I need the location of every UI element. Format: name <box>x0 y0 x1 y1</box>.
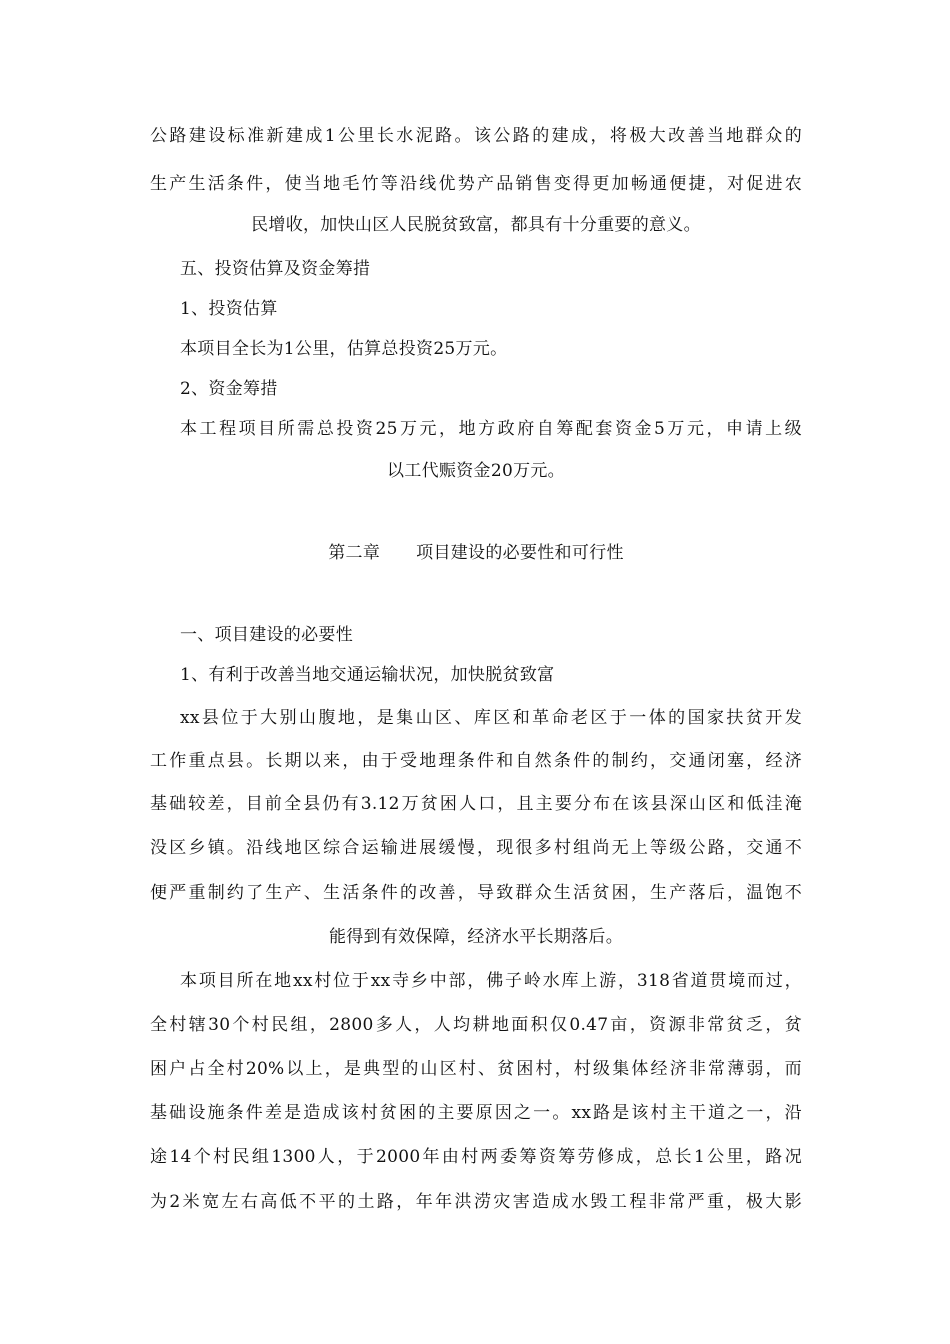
paragraph-line: 本项目全长为1公里，估算总投资25万元。 <box>180 339 508 359</box>
paragraph-line: 以工代赈资金20万元。 <box>387 461 565 481</box>
paragraph-line: 生产生活条件，使当地毛竹等沿线优势产品销售变得更加畅通便捷，对促进农 <box>150 174 802 194</box>
section-heading-investment: 五、投资估算及资金筹措 <box>180 259 371 279</box>
paragraph-line: 工作重点县。长期以来，由于受地理条件和自然条件的制约，交通闭塞，经济 <box>150 751 802 771</box>
paragraph-line: 基础较差，目前全县仍有3.12万贫困人口，且主要分布在该县深山区和低洼淹 <box>150 794 802 814</box>
paragraph-line: 基础设施条件差是造成该村贫困的主要原因之一。xx路是该村主干道之一，沿 <box>150 1103 802 1123</box>
chapter-number: 第二章 <box>328 543 381 563</box>
section-heading-necessity: 一、项目建设的必要性 <box>180 625 353 645</box>
paragraph-line: 本工程项目所需总投资25万元，地方政府自筹配套资金5万元，申请上级 <box>180 419 802 439</box>
paragraph-line: 便严重制约了生产、生活条件的改善，导致群众生活贫困，生产落后，温饱不 <box>150 883 802 903</box>
paragraph-line: 途14个村民组1300人，于2000年由村两委筹资筹劳修成，总长1公里，路况 <box>150 1147 802 1167</box>
paragraph-line: 困户占全村20%以上，是典型的山区村、贫困村，村级集体经济非常薄弱，而 <box>150 1059 802 1079</box>
chapter-heading <box>150 541 802 565</box>
paragraph-line: xx县位于大别山腹地，是集山区、库区和革命老区于一体的国家扶贫开发 <box>180 708 802 728</box>
subheading-fund-raising: 2、资金筹措 <box>180 379 278 399</box>
subheading-investment-estimate: 1、投资估算 <box>180 299 278 319</box>
paragraph-line: 没区乡镇。沿线地区综合运输进展缓慢，现很多村组尚无上等级公路，交通不 <box>150 838 802 858</box>
chapter-title: 项目建设的必要性和可行性 <box>416 543 624 563</box>
paragraph-line: 民增收，加快山区人民脱贫致富，都具有十分重要的意义。 <box>251 215 701 235</box>
paragraph-line: 公路建设标准新建成1公里长水泥路。该公路的建成，将极大改善当地群众的 <box>150 126 802 146</box>
paragraph-line: 能得到有效保障，经济水平长期落后。 <box>328 927 624 947</box>
paragraph-line: 为2米宽左右高低不平的土路，年年洪涝灾害造成水毁工程非常严重，极大影 <box>150 1192 802 1212</box>
subheading-transport: 1、有利于改善当地交通运输状况，加快脱贫致富 <box>180 665 555 685</box>
paragraph-line: 本项目所在地xx村位于xx寺乡中部，佛子岭水库上游，318省道贯境而过， <box>180 971 802 991</box>
paragraph-line: 全村辖30个村民组，2800多人，人均耕地面积仅0.47亩，资源非常贫乏，贫 <box>150 1015 802 1035</box>
